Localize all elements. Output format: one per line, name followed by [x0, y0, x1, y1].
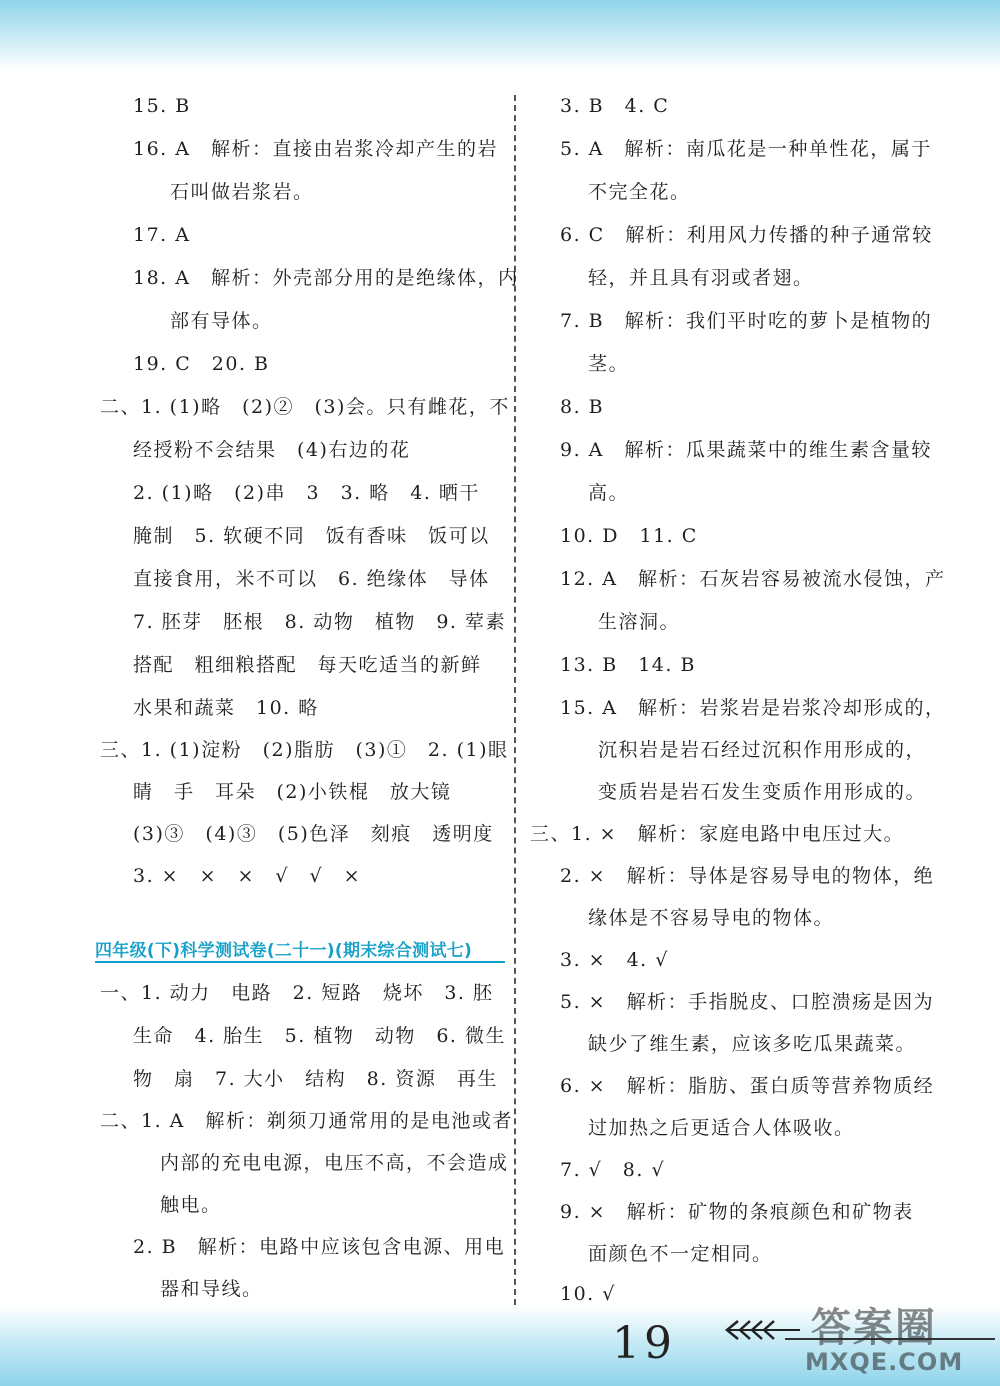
- answer-line: 5. A 解析：南瓜花是一种单性花，属于: [560, 138, 932, 160]
- answer-line: 10. √: [560, 1283, 616, 1305]
- answer-line: 6. × 解析：脂肪、蛋白质等营养物质经: [560, 1075, 935, 1097]
- answer-line: 部有导体。: [170, 310, 273, 332]
- answer-line: 3. × × × √ √ ×: [133, 865, 362, 887]
- answer-line: 轻，并且具有羽或者翅。: [588, 267, 814, 289]
- answer-line: 2. B 解析：电路中应该包含电源、用电: [133, 1236, 506, 1258]
- answer-line: 15. B: [133, 95, 191, 117]
- answer-line: 13. B 14. B: [560, 654, 696, 676]
- answer-line: 睛 手 耳朵 (2)小铁棍 放大镜: [133, 781, 452, 803]
- answer-line: 9. × 解析：矿物的条痕颜色和矿物表: [560, 1201, 914, 1223]
- answer-line: 搭配 粗细粮搭配 每天吃适当的新鲜: [133, 654, 482, 676]
- answer-line: 15. A 解析：岩浆岩是岩浆冷却形成的，: [560, 697, 946, 719]
- answer-line: 缺少了维生素，应该多吃瓜果蔬菜。: [588, 1033, 917, 1055]
- answer-line: 过加热之后更适合人体吸收。: [588, 1117, 855, 1139]
- answer-line: 7. B 解析：我们平时吃的萝卜是植物的: [560, 310, 933, 332]
- answer-line: 生命 4. 胎生 5. 植物 动物 6. 微生: [133, 1025, 507, 1047]
- answer-line: 一、1. 动力 电路 2. 短路 烧坏 3. 胚: [100, 982, 494, 1004]
- watermark-url: MXQE.COM: [805, 1348, 964, 1376]
- answer-line: 12. A 解析：石灰岩容易被流水侵蚀，产: [560, 568, 946, 590]
- answer-line: 水果和蔬菜 10. 略: [133, 697, 319, 719]
- answer-line: 18. A 解析：外壳部分用的是绝缘体，内: [133, 267, 519, 289]
- answer-line: 触电。: [160, 1194, 222, 1216]
- answer-line: 缘体是不容易导电的物体。: [588, 907, 835, 929]
- answer-line: 面颜色不一定相同。: [588, 1243, 773, 1265]
- answer-line: 8. B: [560, 396, 605, 418]
- answer-line: 6. C 解析：利用风力传播的种子通常较: [560, 224, 933, 246]
- answer-line: 19. C 20. B: [133, 353, 270, 375]
- answer-line: 二、1. (1)略 (2)② (3)会。只有雌花，不: [100, 396, 510, 418]
- section-title: 四年级(下)科学测试卷(二十一)(期末综合测试七): [95, 941, 473, 961]
- section-title-underline: [95, 961, 505, 963]
- answer-line: 16. A 解析：直接由岩浆冷却产生的岩: [133, 138, 498, 160]
- answer-line: 直接食用，米不可以 6. 绝缘体 导体: [133, 568, 490, 590]
- answer-line: 3. B 4. C: [560, 95, 670, 117]
- answer-line: 5. × 解析：手指脱皮、口腔溃疡是因为: [560, 991, 935, 1013]
- watermark-logo-text: 答案圈: [811, 1305, 937, 1351]
- answer-line: 腌制 5. 软硬不同 饭有香味 饭可以: [133, 525, 490, 547]
- answer-line: 10. D 11. C: [560, 525, 698, 547]
- answer-line: 7. 胚芽 胚根 8. 动物 植物 9. 荤素: [133, 611, 507, 633]
- top-decorative-band: [0, 0, 1000, 70]
- answer-line: 3. × 4. √: [560, 949, 669, 971]
- answer-line: 茎。: [588, 353, 630, 375]
- answer-line: 17. A: [133, 224, 191, 246]
- answer-line: 2. (1)略 (2)串 3 3. 略 4. 晒干: [133, 482, 480, 504]
- answer-line: 内部的充电电源，电压不高，不会造成: [160, 1152, 509, 1174]
- answer-line: 生溶洞。: [598, 611, 681, 633]
- answer-line: 9. A 解析：瓜果蔬菜中的维生素含量较: [560, 439, 932, 461]
- answer-line: 沉积岩是岩石经过沉积作用形成的，: [598, 739, 927, 761]
- watermark: [805, 1296, 995, 1382]
- answer-line: 三、1. (1)淀粉 (2)脂肪 (3)① 2. (1)眼: [100, 739, 509, 761]
- answer-line: 不完全花。: [588, 181, 691, 203]
- answer-line: 变质岩是岩石发生变质作用形成的。: [598, 781, 927, 803]
- answer-line: 物 扇 7. 大小 结构 8. 资源 再生: [133, 1068, 498, 1090]
- page-number: 19: [612, 1318, 676, 1369]
- answer-line: 经授粉不会结果 (4)右边的花: [133, 439, 411, 461]
- answer-line: 二、1. A 解析：剃须刀通常用的是电池或者: [100, 1110, 513, 1132]
- answer-line: 7. √ 8. √: [560, 1159, 666, 1181]
- answer-line: 石叫做岩浆岩。: [170, 181, 314, 203]
- answer-line: (3)③ (4)③ (5)色泽 刻痕 透明度: [133, 823, 494, 845]
- answer-line: 三、1. × 解析：家庭电路中电压过大。: [530, 823, 905, 845]
- answer-line: 2. × 解析：导体是容易导电的物体，绝: [560, 865, 935, 887]
- answer-line: 高。: [588, 482, 630, 504]
- answer-line: 器和导线。: [160, 1278, 263, 1300]
